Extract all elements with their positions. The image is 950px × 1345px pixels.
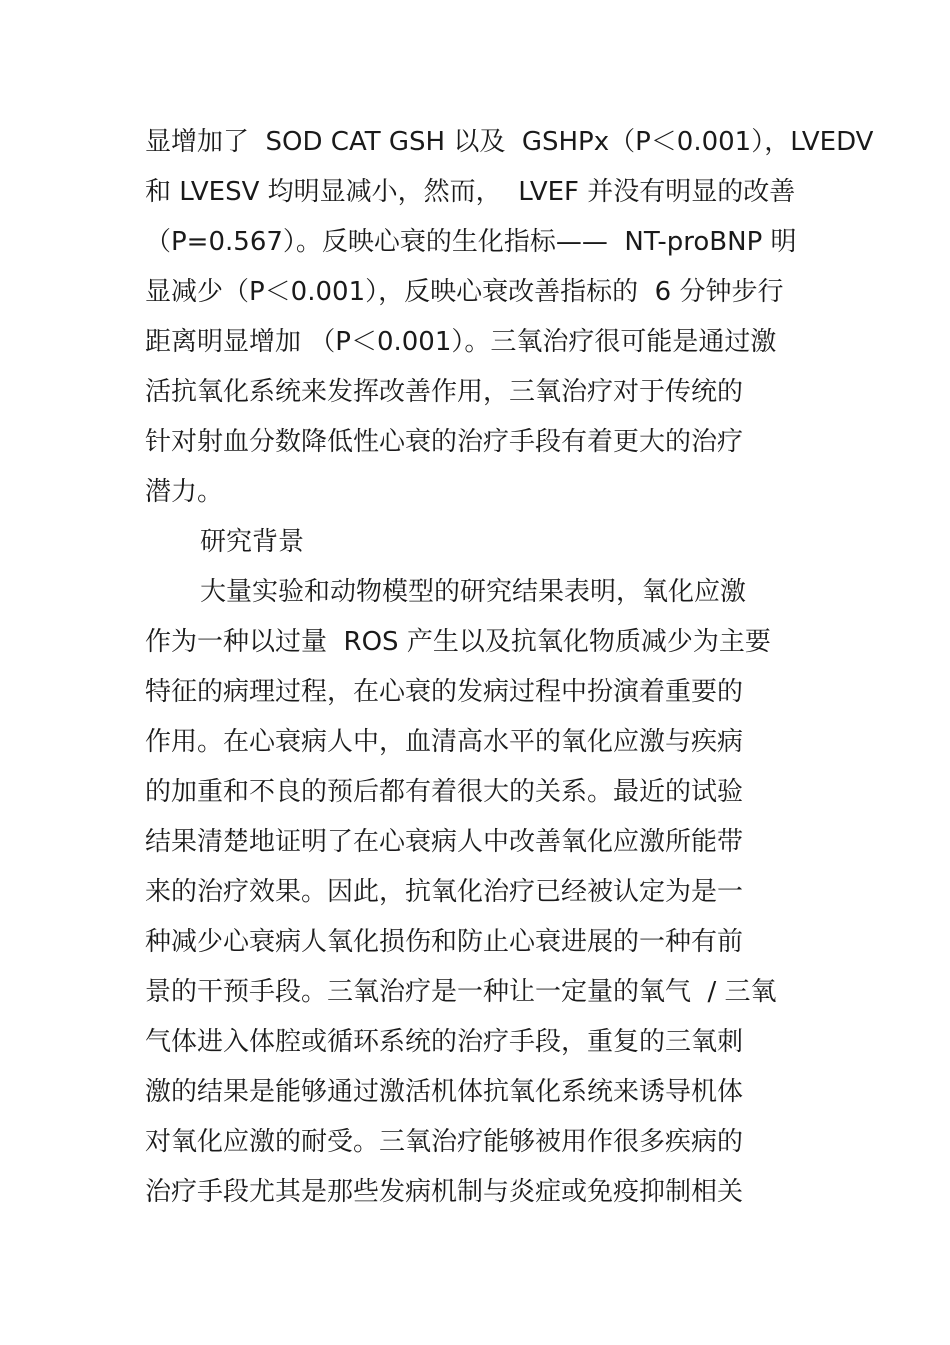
text-line-18: 景的干预手段。三氧治疗是一种让一定量的氧气 / 三氧 — [145, 977, 777, 1007]
text-line-5: 距离明显增加 （P＜0.001）。三氧治疗很可能是通过激 — [145, 327, 777, 357]
text-line-16: 来的治疗效果。因此，抗氧化治疗已经被认定为是一 — [145, 877, 744, 907]
text-line-10: 大量实验和动物模型的研究结果表明，氧化应激 — [200, 577, 747, 607]
text-line-13: 作用。在心衰病人中，血清高水平的氧化应激与疾病 — [145, 727, 744, 757]
text-line-2: 和 LVESV 均明显减小，然而， LVEF 并没有明显的改善 — [145, 177, 796, 207]
text-line-19: 气体进入体腔或循环系统的治疗手段，重复的三氧刺 — [145, 1027, 744, 1057]
text-line-15: 结果清楚地证明了在心衰病人中改善氧化应激所能带 — [145, 827, 744, 857]
text-line-6: 活抗氧化系统来发挥改善作用，三氧治疗对于传统的 — [145, 377, 744, 407]
text-line-3: （P=0.567）。反映心衰的生化指标—— NT-proBNP 明 — [145, 227, 797, 257]
section-heading: 研究背景 — [200, 527, 305, 557]
text-line-12: 特征的病理过程，在心衰的发病过程中扮演着重要的 — [145, 677, 744, 707]
text-line-14: 的加重和不良的预后都有着很大的关系。最近的试验 — [145, 777, 744, 807]
text-line-20: 激的结果是能够通过激活机体抗氧化系统来诱导机体 — [145, 1077, 744, 1107]
text-line-21: 对氧化应激的耐受。三氧治疗能够被用作很多疾病的 — [145, 1127, 744, 1157]
text-line-22: 治疗手段尤其是那些发病机制与炎症或免疫抑制相关 — [145, 1177, 744, 1207]
text-line-11: 作为一种以过量 ROS 产生以及抗氧化物质减少为主要 — [145, 627, 771, 657]
text-line-17: 种减少心衰病人氧化损伤和防止心衰进展的一种有前 — [145, 927, 744, 957]
text-line-8: 潜力。 — [145, 477, 224, 507]
text-line-1: 显增加了 SOD CAT GSH 以及 GSHPx（P＜0.001），LVEDV — [145, 127, 874, 157]
text-line-7: 针对射血分数降低性心衰的治疗手段有着更大的治疗 — [145, 427, 744, 457]
text-line-4: 显减少（P＜0.001），反映心衰改善指标的 6 分钟步行 — [145, 277, 784, 307]
